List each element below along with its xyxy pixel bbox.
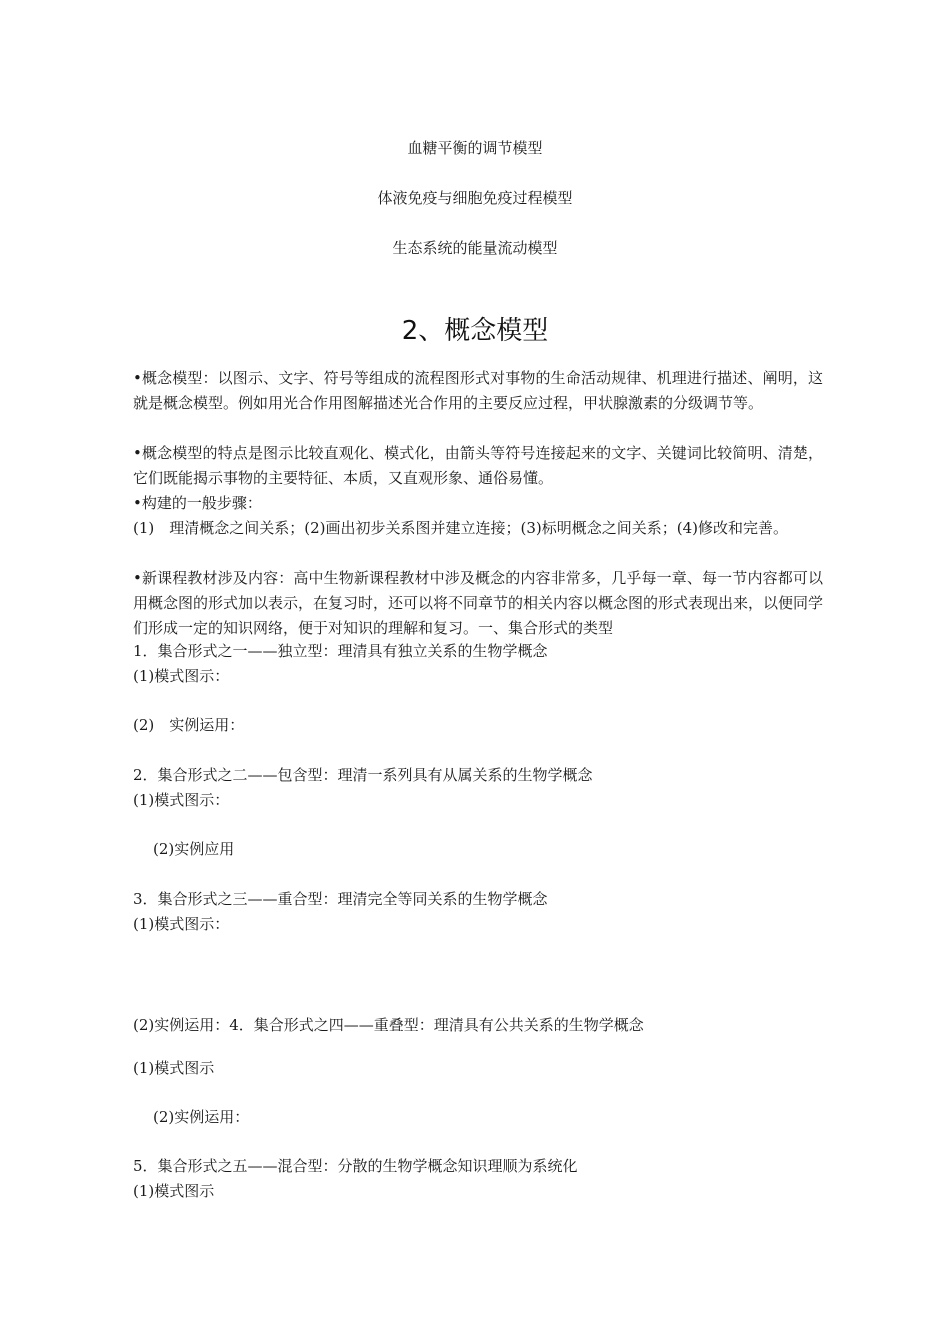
model-list-item: 生态系统的能量流动模型	[392, 239, 558, 257]
features-paragraph: •概念模型的特点是图示比较直观化、模式化，由箭头等符号连接起来的文字、关键词比较简明、清楚，它们既能揭示事物的主要特征、本质，又直观形象、通俗易懂。	[133, 444, 823, 487]
set-type-5-diagram-label: (1)模式图示	[133, 1182, 215, 1200]
set-type-5-title: 5．集合形式之五——混合型：分散的生物学概念知识理顺为系统化	[133, 1157, 578, 1175]
steps-title: •构建的一般步骤：	[133, 494, 262, 512]
set-type-2-title: 2．集合形式之二——包含型：理清一系列具有从属关系的生物学概念	[133, 766, 593, 784]
set-type-2-diagram-label: (1)模式图示：	[133, 791, 230, 809]
definition-paragraph: •概念模型：以图示、文字、符号等组成的流程图形式对事物的生命活动规律、机理进行描述、阐明，这就是概念模型。例如用光合作用图解描述光合作用的主要反应过程，甲状腺激素的分级调节等。	[133, 369, 823, 412]
section-heading: 2、概念模型	[401, 316, 549, 346]
textbook-paragraph: •新课程教材涉及内容：高中生物新课程教材中涉及概念的内容非常多，几乎每一章、每一节内容都可以用概念图的形式加以表示，在复习时，还可以将不同章节的相关内容以概念图的形式表现出来，以便同学们形成一定的知识网络，便于对知识的理解和复习。一、集合形式的类型	[133, 569, 824, 637]
steps-paragraph: (1) 理清概念之间关系；(2)画出初步关系图并建立连接；(3)标明概念之间关系；(4)修改和完善。	[133, 519, 788, 537]
set-type-4-diagram-label: (1)模式图示	[133, 1059, 215, 1077]
set-type-3-title: 3．集合形式之三——重合型：理清完全等同关系的生物学概念	[133, 890, 548, 908]
set-type-4-title: (2)实例运用：4．集合形式之四——重叠型：理清具有公共关系的生物学概念	[133, 1016, 644, 1034]
set-type-1-title: 1．集合形式之一——独立型：理清具有独立关系的生物学概念	[133, 642, 548, 660]
set-type-2-example-label: (2)实例应用	[153, 840, 235, 858]
set-type-4-example-label: (2)实例运用：	[153, 1108, 250, 1126]
set-type-3-diagram-label: (1)模式图示：	[133, 915, 230, 933]
model-list-item: 体液免疫与细胞免疫过程模型	[377, 189, 573, 207]
model-list-item: 血糖平衡的调节模型	[407, 139, 543, 157]
set-type-1-example-label: (2) 实例运用：	[133, 716, 245, 734]
set-type-1-diagram-label: (1)模式图示：	[133, 667, 230, 685]
